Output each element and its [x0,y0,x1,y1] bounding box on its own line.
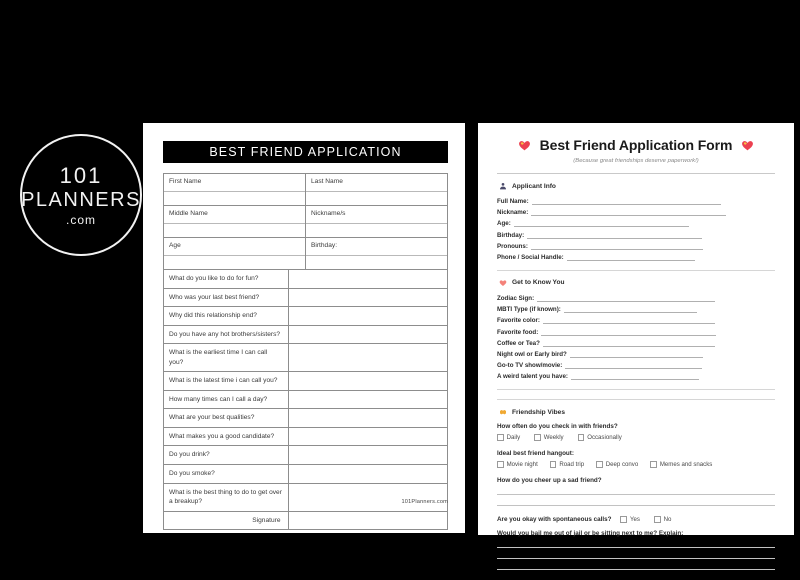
field-label-left-2: Age [164,238,305,256]
form-field-row [497,208,775,216]
field-label-right-0: Last Name [306,174,447,192]
checkbox-label-checkin-option-2: Occasionally [587,434,622,442]
form-field-label-0-1: Nickname: [497,209,529,217]
form-field-input-0-5[interactable] [567,253,695,261]
answer-line-q5-2[interactable] [497,558,775,559]
vibes-question-2: Ideal best friend hangout: [497,450,574,458]
form-field-label-1-1: MBTI Type (if known): [497,306,561,314]
answer-line-q3-1[interactable] [497,494,775,495]
form-field-row [497,242,775,250]
form-field-label-1-4: Coffee or Tea? [497,339,540,347]
checkbox-label-hangout-option-2: Deep convo [605,461,639,469]
form-field-row [497,328,775,336]
question-label-1: Who was your last best friend? [164,289,289,307]
form-field-row [497,350,775,358]
question-row [163,483,448,511]
question-answer-4[interactable] [289,344,447,371]
checkbox-label-hangout-option-0: Movie night [506,461,538,469]
checkin-option-1[interactable] [534,434,563,441]
divider-vibes [497,399,775,400]
vibes-question-4: Are you okay with spontaneous calls? [497,516,612,524]
field-input-right-2[interactable] [306,256,447,269]
vibes-question-1: How often do you check in with friends? [497,423,618,431]
question-answer-10[interactable] [289,465,447,483]
person-icon [499,182,507,190]
question-row [163,445,448,464]
question-answer-0[interactable] [289,270,447,288]
logo-line-1: 101 [59,162,103,188]
question-answer-6[interactable] [289,391,447,409]
vibes-question-4-row [497,516,775,523]
divider-top [497,173,775,174]
form-field-label-0-0: Full Name: [497,198,529,205]
field-label-right-2: Birthday: [306,238,447,256]
form-field-input-0-3[interactable] [527,231,702,239]
form-field-row [497,339,775,347]
form-field-label-0-4: Pronouns: [497,242,528,250]
question-row [163,464,448,483]
question-rows [163,269,448,530]
question-row [163,408,448,427]
form-field-row [497,219,775,227]
question-row [163,343,448,371]
field-label-right-1: Nickname/s [306,206,447,224]
top-fields-left-column [164,174,305,269]
question-label-10: Do you smoke? [164,465,289,483]
form-field-input-0-1[interactable] [531,208,726,216]
form-field-input-1-0[interactable] [537,294,715,302]
hangout-option-1[interactable] [550,461,584,468]
checkbox-hangout-option-1[interactable] [550,461,557,468]
form-sections [497,182,775,390]
section-title-friendship-vibes: Friendship Vibes [512,408,566,416]
answer-line-q5-1[interactable] [497,547,775,548]
calls-option-1[interactable] [654,516,671,523]
question-answer-8[interactable] [289,428,447,446]
form-field-input-1-6[interactable] [565,361,701,369]
field-input-right-0[interactable] [306,192,447,206]
signature-label: Signature [164,512,289,530]
form-field-label-1-0: Zodiac Sign: [497,294,535,302]
form-field-input-1-4[interactable] [543,339,715,347]
right-page-title: Best Friend Application Form [539,137,733,153]
question-label-4: What is the earliest time I can call you? [164,344,289,371]
left-page-best-friend-application [143,123,465,533]
checkbox-hangout-option-2[interactable] [596,461,603,468]
vibes-question-5: Would you bail me out of jail or be sitting next to me? Explain: [497,530,684,538]
form-field-input-1-5[interactable] [570,350,703,358]
form-field-input-0-0[interactable] [532,197,721,205]
question-label-9: Do you drink? [164,446,289,464]
logo-line-2: PLANNERS [21,188,141,211]
field-input-left-0[interactable] [164,192,305,206]
vibes-options-4 [620,516,685,523]
right-page-body [497,137,775,580]
signature-row [163,511,448,531]
field-label-left-1: Middle Name [164,206,305,224]
question-label-2: Why did this relationship end? [164,307,289,325]
right-page-best-friend-application-form [478,123,794,538]
question-answer-9[interactable] [289,446,447,464]
question-answer-1[interactable] [289,289,447,307]
checkin-option-0[interactable] [497,434,520,441]
divider-after-section-1 [497,389,775,390]
form-field-input-1-3[interactable] [541,328,716,336]
form-field-row [497,294,775,302]
form-field-label-0-3: Birthday: [497,231,525,239]
form-field-row [497,197,775,205]
question-label-5: What is the latest time i can call you? [164,372,289,390]
field-input-left-1[interactable] [164,224,305,238]
section-title-1: Get to Know You [512,279,565,287]
top-fields-grid [163,173,448,269]
form-field-input-0-2[interactable] [514,219,689,227]
checkbox-label-checkin-option-0: Daily [506,434,521,442]
question-label-3: Do you have any hot brothers/sisters? [164,326,289,344]
right-page-title-row [497,137,775,153]
checkbox-hangout-option-0[interactable] [497,461,504,468]
form-field-row [497,316,775,324]
form-field-label-0-2: Age: [497,220,511,228]
question-answer-2[interactable] [289,307,447,325]
question-answer-5[interactable] [289,372,447,390]
section-heading-0 [499,182,775,190]
checkbox-checkin-option-2[interactable] [578,434,585,441]
form-field-label-1-2: Favorite color: [497,317,540,325]
sparkle-heart-icon [499,279,507,287]
form-field-label-1-6: Go-to TV show/movie: [497,362,563,370]
logo-101planners [20,134,142,256]
form-field-row [497,372,775,380]
vibes-options-2 [497,461,775,468]
question-row [163,288,448,307]
checkbox-calls-option-0[interactable] [620,516,627,523]
handshake-icon [499,408,507,416]
hangout-option-2[interactable] [596,461,638,468]
checkbox-calls-option-1[interactable] [654,516,661,523]
form-field-row [497,253,775,261]
question-label-11: What is the best thing to do to get over a breakup? [164,484,289,511]
checkbox-checkin-option-0[interactable] [497,434,504,441]
question-answer-7[interactable] [289,409,447,427]
section-heading-friendship-vibes [499,408,775,416]
form-field-label-1-5: Night owl or Early bird? [497,350,567,358]
hangout-option-3[interactable] [650,461,712,468]
form-field-input-0-4[interactable] [531,242,703,250]
checkbox-label-checkin-option-1: Weekly [543,434,564,442]
question-row [163,269,448,288]
sparkling-heart-icon-left [518,139,531,152]
question-row [163,427,448,446]
answer-line-q5-3[interactable] [497,569,775,570]
form-field-label-1-3: Favorite food: [497,328,539,336]
calls-option-0[interactable] [620,516,640,523]
divider-after-section-0 [497,270,775,271]
signature-field[interactable] [289,512,447,530]
checkbox-label-hangout-option-1: Road trip [559,461,585,469]
left-page-footer: 101Planners.com [401,499,448,505]
section-heading-1 [499,279,775,287]
question-label-7: What are your best qualities? [164,409,289,427]
top-fields-right-column [305,174,447,269]
right-page-subtitle: (Because great friendships deserve paperwork!) [573,158,699,164]
question-row [163,325,448,344]
form-field-input-1-7[interactable] [571,372,699,380]
question-answer-3[interactable] [289,326,447,344]
question-row [163,390,448,409]
application-table [163,173,448,530]
form-field-input-1-1[interactable] [564,305,697,313]
question-answer-11[interactable] [289,484,447,511]
form-field-input-1-2[interactable] [543,316,715,324]
form-field-label-1-7: A weird talent you have: [497,373,568,381]
question-label-0: What do you like to do for fun? [164,270,289,288]
logo-line-3: .com [65,212,96,227]
answer-line-q3-2[interactable] [497,505,775,506]
section-title-0: Applicant Info [512,182,556,190]
sparkling-heart-icon-right [741,139,754,152]
checkbox-hangout-option-3[interactable] [650,461,657,468]
form-field-row [497,361,775,369]
question-row [163,371,448,390]
vibes-question-3: How do you cheer up a sad friend? [497,477,602,485]
form-field-row [497,231,775,239]
question-label-8: What makes you a good candidate? [164,428,289,446]
form-field-row [497,305,775,313]
checkbox-checkin-option-1[interactable] [534,434,541,441]
hangout-option-0[interactable] [497,461,538,468]
field-input-left-2[interactable] [164,256,305,269]
checkbox-label-hangout-option-3: Memes and snacks [659,461,713,469]
question-row [163,306,448,325]
checkbox-label-calls-option-0: Yes [630,516,640,524]
field-label-left-0: First Name [164,174,305,192]
question-label-6: How many times can I call a day? [164,391,289,409]
field-input-right-1[interactable] [306,224,447,238]
checkbox-label-calls-option-1: No [663,516,672,524]
left-page-title: BEST FRIEND APPLICATION [163,141,448,163]
form-field-label-0-5: Phone / Social Handle: [497,253,564,261]
vibes-options-1 [497,434,775,441]
checkin-option-2[interactable] [578,434,622,441]
